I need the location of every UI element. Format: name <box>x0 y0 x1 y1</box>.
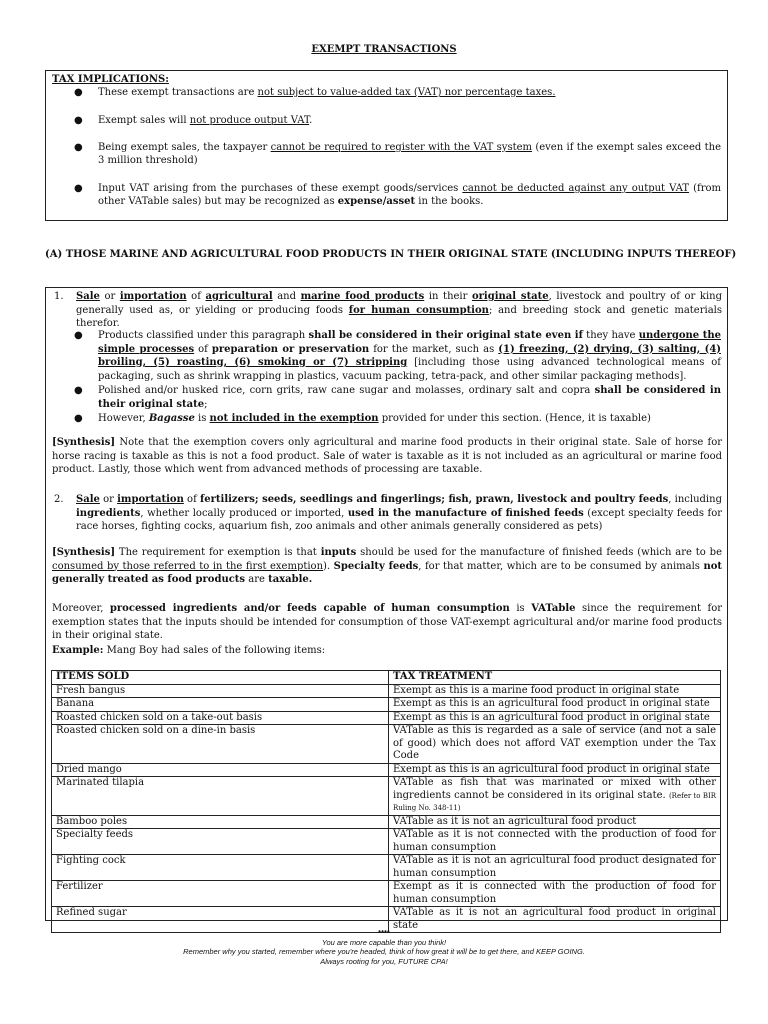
tax-implications-heading: TAX IMPLICATIONS: <box>52 74 169 85</box>
items-sold-table <box>51 670 721 933</box>
footer-line-1: You are more capable than you think! <box>321 937 447 947</box>
table-row: Marinated tilapia VATable as fish that was marinated or mixed with other ingredients cannot be considered in its original state. (Refer to BIR Ruling No. 348-11) <box>52 777 721 816</box>
bullet-icon: ● <box>74 330 83 341</box>
table-row: Refined sugar VATable as it is not an agricultural food product in original state <box>52 907 721 933</box>
item-number: 1. <box>54 291 64 302</box>
bullet-icon: ● <box>74 413 83 424</box>
footer-line-3: Always rooting for you, FUTURE CPA! <box>320 956 448 966</box>
table-row: Fresh bangus Exempt as this is a marine food product in original state <box>52 684 721 698</box>
table-row: Specialty feeds VATable as it is not connected with the production of food for human consumption <box>52 829 721 855</box>
table-row: Roasted chicken sold on a dine-in basis VATable as this is regarded as a sale of service (and not a sale of good) which does not afford VAT exemption under the Tax Code <box>52 725 721 764</box>
table-row: Dried mango Exempt as this is an agricultural food product in original state <box>52 763 721 777</box>
synthesis-1: [Synthesis] Note that the exemption covers only agricultural and marine food products in their original state. Sale of horse for horse racing is taxable as this is not a food product. Sale of water is taxable as it is not included as an agricultural or marine food product. Lastly, those which went from advanced methods of processing are taxable. <box>52 437 722 475</box>
bullet-icon: ● <box>74 142 83 153</box>
bullet-not-subject: ● These exempt transactions are not subject to value-added tax (VAT) nor percentage taxes. <box>74 87 556 98</box>
table-row: Roasted chicken sold on a take-out basis Exempt as this is an agricultural food product in original state <box>52 711 721 725</box>
table-row: Banana Exempt as this is an agricultural food product in original state <box>52 698 721 712</box>
header-tax-treatment: TAX TREATMENT <box>389 671 721 685</box>
table-row: Fighting cock VATable as it is not an agricultural food product designated for human consumption <box>52 855 721 881</box>
table-row: Fertilizer Exempt as it is connected with the production of food for human consumption <box>52 881 721 907</box>
header-items-sold: ITEMS SOLD <box>52 671 389 685</box>
footer-line-2: Remember why you started, remember where you're headed, think of how great it will be to get there, and KEEP GOING. <box>183 947 585 956</box>
moreover-paragraph: Moreover, processed ingredients and/or feeds capable of human consumption is VATable since the requirement for exemption states that the inputs should be intended for consumption of those VAT-exempt agricultural and/or marine food products in their original state. <box>52 603 722 641</box>
item-1-paragraph: 1. Sale or importation of agricultural and marine food products in their original state, livestock and poultry of or king generally used as, or yielding or producing foods for human consumption; and breeding stock and genetic materials therefor. <box>54 291 722 329</box>
bullet-bagasse: ● However, Bagasse is not included in the exemption provided for under this section. (Hence, it is taxable) <box>74 413 651 424</box>
table-row: Bamboo poles VATable as it is not an agricultural food product <box>52 815 721 829</box>
item-2-paragraph: 2. Sale or importation of fertilizers; seeds, seedlings and fingerlings; fish, prawn, livestock and poultry feeds, including ingredients, whether locally produced or imported, used in the manufacture of finished feeds (except specialty feeds for race horses, fighting cocks, aquarium fish, zoo animals and other animals generally considered as pets) <box>54 494 722 532</box>
example-intro: Example: Mang Boy had sales of the following items: <box>52 645 326 656</box>
bullet-no-output-vat: ● Exempt sales will not produce output VAT. <box>74 115 313 126</box>
bullet-polished-rice: ● Polished and/or husked rice, corn grits, raw cane sugar and molasses, ordinary salt and copra shall be considered in their original state; <box>74 385 721 410</box>
section-a-heading: (A) THOSE MARINE AND AGRICULTURAL FOOD PRODUCTS IN THEIR ORIGINAL STATE (INCLUDING INPUTS THEREOF) <box>45 249 737 260</box>
bullet-icon: ● <box>74 115 83 126</box>
bullet-input-vat: ● Input VAT arising from the purchases of these exempt goods/services cannot be deducted against any output VAT (from other VATable sales) but may be recognized as expense/asset in the books. <box>74 183 721 207</box>
table-header-row <box>52 671 721 685</box>
synthesis-2: [Synthesis] The requirement for exemption is that inputs should be used for the manufacture of finished feeds (which are to be consumed by those referred to in the first exemption). Specialty feeds, for that matter, which are to be consumed by animals not generally treated as food products are taxable. <box>52 547 722 585</box>
bullet-icon: ● <box>74 183 83 194</box>
bullet-icon: ● <box>74 385 83 396</box>
item-number: 2. <box>54 494 64 505</box>
tax-implications-box <box>45 70 728 221</box>
page-title: EXEMPT TRANSACTIONS <box>311 44 457 55</box>
footer-stars: **** <box>378 928 390 937</box>
bullet-no-registration: ● Being exempt sales, the taxpayer cannot be required to register with the VAT system (even if the exempt sales exceed the 3 million threshold) <box>74 142 721 166</box>
bullet-icon: ● <box>74 87 83 98</box>
footer <box>0 928 768 966</box>
bullet-simple-processes: ● Products classified under this paragraph shall be considered in their original state even if they have undergone the simple processes of preparation or preservation for the market, such as (1) freezing, (2) drying, (3) salting, (4) broiling, (5) roasting, (6) smoking or (7) stripping [including those using advanced technological means of packaging, such as shrink wrapping in plastics, vacuum packing, tetra-pack, and other similar packaging methods]. <box>74 330 722 382</box>
